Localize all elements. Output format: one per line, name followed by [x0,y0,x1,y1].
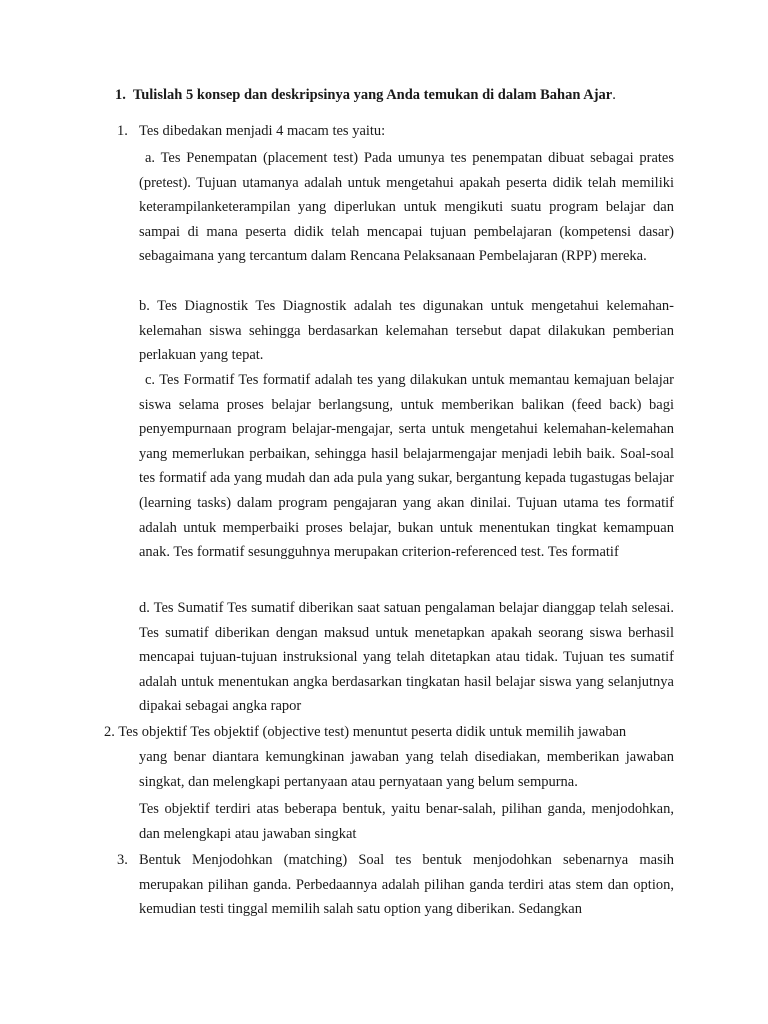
item-2-body: yang benar diantara kemungkinan jawaban yang telah disediakan, memberikan jawaban singkat, dan melengkapi pertanyaan atau pernyataan yang belum sempurna. [139,749,674,790]
heading-period: . [612,87,616,103]
item-2-first-line [104,724,626,741]
subitem-d-tes-sumatif: d. Tes Sumatif Tes sumatif diberikan saat satuan pengalaman belajar dianggap telah selesai. Tes sumatif diberikan dengan maksud untuk menetapkan apakah seorang siswa berhasil mencapai tujuan-tujuan instruksional yang telah ditetapkan atau tidak. Tujuan tes sumatif adalah untuk menentukan angka berdasarkan tingkatan hasil belajar siswa yang selanjutnya dipakai sebagai angka rapor [139,600,674,715]
item-2-number: 2. [104,724,115,740]
item-3-body: Bentuk Menjodohkan (matching) Soal tes bentuk menjodohkan sebenarnya masih merupakan pilihan ganda. Perbedaannya adalah pilihan ganda terdiri atas stem dan option, kemudian testi tinggal memilih salah satu option yang diberikan. Sedangkan [139,852,674,918]
subitem-c-tes-formatif: c. Tes Formatif Tes formatif adalah tes yang dilakukan untuk memantau kemajuan belajar siswa selama proses belajar berlangsung, untuk memberikan balikan (feed back) bagi penyempurnaan program belajar-mengajar, serta untuk mengetahui kelemahan-kelemahan yang memerlukan perbaikan, sehingga hasil belajarmengajar menjadi lebih baik. Soal-soal tes formatif ada yang mudah dan ada pula yang sukar, bergantung kepada tugastugas belajar (learning tasks) dalam program pengajaran yang akan dinilai. Tujuan utama tes formatif adalah untuk memperbaiki proses belajar, bukan untuk menentukan tingkat kemampuan anak. Tes formatif sesungguhnya merupakan criterion-referenced test. Tes formatif [139,372,674,561]
item-1-number: 1. [117,123,128,139]
item-3-number: 3. [117,852,128,868]
subitem-b-tes-diagnostik: b. Tes Diagnostik Tes Diagnostik adalah tes digunakan untuk mengetahui kelemahan-kelemahan siswa sehingga berdasarkan kelemahan tersebut dapat dilakukan pemberian perlakuan yang tepat. [139,298,674,364]
item-2-continuation: Tes objektif terdiri atas beberapa bentuk, yaitu benar-salah, pilihan ganda, menjodohkan, dan melengkapi atau jawaban singkat [139,801,674,842]
item-1-lead: Tes dibedakan menjadi 4 macam tes yaitu: [139,123,386,139]
heading-number: 1. [115,87,126,103]
subitem-a-tes-penempatan: a. Tes Penempatan (placement test) Pada umunya tes penempatan dibuat sebagai prates (pretest). Tujuan utamanya adalah untuk mengetahui apakah peserta didik telah memiliki keterampilanketerampilan yang diperlukan untuk mengikuti suatu program belajar dan sampai di mana peserta didik telah mencapai tujuan pembelajaran (kompetensi dasar) sebagaimana yang tercantum dalam Rencana Pelaksanaan Pembelajaran (RPP) mereka. [139,150,674,265]
heading-text: Tulislah 5 konsep dan deskripsinya yang Anda temukan di dalam Bahan Ajar [132,87,613,103]
document-heading [115,87,616,104]
item-2-first-line-text: Tes objektif Tes objektif (objective test) menuntut peserta didik untuk memilih jawaban [118,724,627,740]
